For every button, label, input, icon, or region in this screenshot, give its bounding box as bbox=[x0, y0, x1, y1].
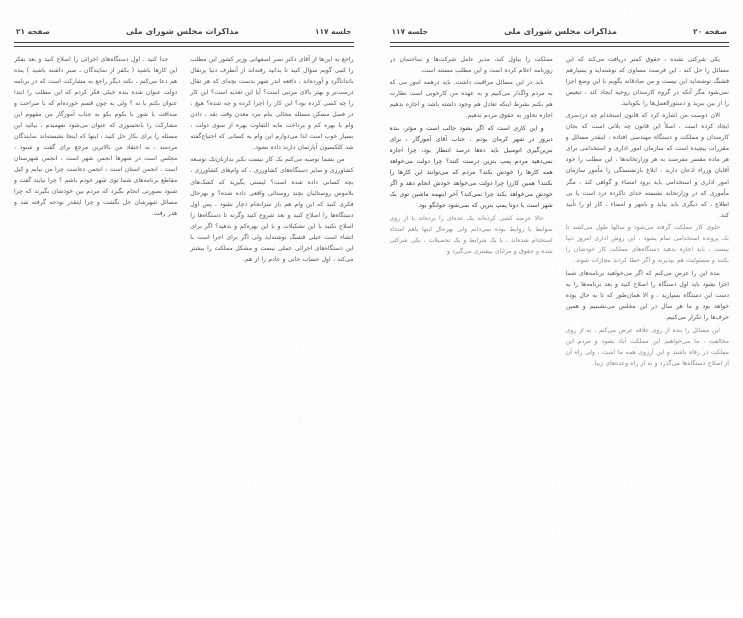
paragraph: الان دوست من اشاره کرد که قانون استخدام چه دردسری ایجاد کرده است ، اصلاً این قانون چه بلاتی است که بجان کارمندان و مملکت و دستگاه مهندسی افتاده ، اینقدر مسائل و مقررات پیچیده است که سازمان امور اداری و استخدامی برای هر ماده مفسر مفرضند به هر وزارتخانه‌ها ، این مطلب را خود آقایان وزراء اذعان دارند ، ابلاغ بازنشستگی را مأمور سازمان امور اداری و استخدامی باید برود امضاء و گواهی کند ، مگر مأموری که در وزارتخانه نشسته خدای ناکرده دزد است یا بی اطلاع ، که دیگری باید بیاید و بامهر و امضاء ، کار او را تأیید کند. bbox=[566, 110, 729, 220]
paragraph: من بشما توصیه می‌کنم یک کار نیست بکبر بدازبان‌تک توسعه کشاورزی و سایر دستگاه‌های کشاورزی ، که وام‌های کشاورزی ، بچه کسانی داده شده است؟ لیستی بگیرید که کشک‌های بلاموس روستائیان بچند روستائی واقعی داده شده؟ و بهرحال فکری کنید که این وام هم باز سرانجام دچار نشود ، پس اول دستگاه‌ها را اصلاح کنید و بعد شروع کنید وگرنه تا دستگاه‌ها را اصلاح نکنید با این تشکیلات و با این بهره‌کم و بدهید؟ اگر برای انشاء است خیلی قشنگ نوشته‌اید ولی اگر برای اجرا است با این دستگاه‌های اجرائی عملی نیست و مشکل مملکت را بیشتر می‌کند ، اول حساب خانی و عادم را از هم. bbox=[190, 154, 353, 264]
scanned-page-right bbox=[372, 0, 743, 600]
paragraph: راجع به این‌ها از آقای دکتر نصر اصفهانی وزیر کشور این مطلب را کمی گویم سؤال کنید تا بدانید رفته‌اند از آنطرف دنیا پرتقال باتداناگرد و آورده‌اند ، دافعه اندر شهر بدست بچه‌ای که هر تقال درست‌تر و بهتر بالای مرتبی است؟ آیا این تغذیه است؟ این کار را چه کسی کرده بود؟ این کار را اجرا کرده و چه شده؟ هیچ ، در فصل مسکن مسئله مجالی بنام مرد معدن وقت نقد ، دادن وام با بهره کم و پرداخت مابه التفاوت بهره از سوی دولت ، بسیار خوب است لذا می‌دوارم این وام به کسانی که احتیاج‌گفته شد کلکسیون آپارتمان دارند داده نشود. bbox=[190, 54, 353, 153]
paragraph: حالا عرضه کشی کرده‌اند یک عده‌ای را برده‌اند با از روی ضوابط با روابط بوده نمی‌دانم ولی بهرحال اینها باهم امتداد استخدام شده‌اند ، با یک شرایط و یک تحصیلات ، یکی شرکتی شده و حقوق و مزایای بیشتری می‌گیرد و bbox=[390, 213, 553, 257]
page-body-right bbox=[390, 54, 730, 592]
text-column-left-outer bbox=[14, 54, 177, 592]
text-column-right-outer bbox=[390, 54, 553, 592]
paragraph: این مسائل را بنده از روی علاقه عرض می‌کنم ، نه از روی مخالفت ، ما می‌خواهیم این مملکت آباد بشود و مردم این مملکت در رفاه باشند و این آرزوی همه ما است ، ولی راه آن از اصلاح دستگاه‌ها می‌گذرد و نه از راه وعده‌های زیبا. bbox=[566, 325, 729, 369]
header-rule-left bbox=[14, 42, 354, 47]
paragraph: بنده این را عرض می‌کنم که اگر می‌خواهید برنامه‌های شما اجرا بشود باید اول دستگاه را اصلاح کنید و بعد برنامه‌ها را به دست این دستگاه بسپارید ، و الا همان‌طور که تا به حال بوده خواهد بود و ما هر سال در این مجلس می‌نشینیم و همین حرف‌ها را تکرار می‌کنیم. bbox=[566, 268, 729, 323]
publication-title-right: مذاکرات مجلس شورای ملی bbox=[504, 26, 617, 36]
session-number-left: جلسه ۱۱۷ bbox=[315, 27, 351, 36]
scanned-page-left bbox=[0, 0, 372, 600]
session-number-right: جلسه ۱۱۷ bbox=[392, 27, 428, 36]
paragraph: یکی شرکتی نشده ، حقوق کمتر دریافت می‌کند که این مسائل را حل کنه ، این فرصت مساوی که نوشته‌اید و بسیارهم قشنگ نوشته‌اید این نیست و من صادقانه بگویم با این وضع اجرا نمی‌شود مگر آنکه در گروه کارمندان روحیه ایجاد کند ، تبعیض را از بین ببرید و دستورالعمل‌ها را بکوبانید. bbox=[566, 54, 729, 109]
paragraph: جلوی کار مملکت گرفته می‌شود و سالها طول می‌کشد تا یک پرونده استخدامی تمام بشود ، این روش اداری امروز دنیا نیست ، باید اجازه بدهید دستگاه‌های مملکت کار خودشان را بکنند و مسئولیت هم بپذیرند و اگر خطا کردند مجازات شوند. bbox=[566, 222, 729, 266]
page-tail-left bbox=[14, 592, 354, 618]
page-number-left: صفحه ۲۱ bbox=[16, 27, 50, 36]
running-head-left bbox=[14, 26, 354, 40]
page-tail-right bbox=[390, 592, 730, 618]
publication-title-left: مذاکرات مجلس شورای ملی bbox=[126, 26, 239, 36]
paragraph: جدا کنید . اول دستگاه‌های اجرائی را اصلاح کنید و بعد بفکر این کارها باشید ( بکفر از نمایندگان ـ صبر داشته باشید ) بنده هم دعا می‌کنم ، نکته دیگر راجع به مشارکت است که در برنامه دولت عنوان شده بنده خیلی فکر کردم که این مطلب را ابتدا عنوان بکنم یا نه ؟ ولی به چون قسم خورده‌ام که با صراحت و صداقت با شور با یکوم بکو به جناب آموزگار من مفهوم این مشارکت را بانحصوری که عنوان می‌شود نفهمیدم ، بیائید این مسئله را برای بکار حل کنید ، اینها که اینجا نشسته‌اند نمایندگان مردمند ، به اعتقاد من بالاترین مرجع برای گفت و شنود ، مجلس است در شهرها انجمن شهر است ، انجمن شهرستان است ، انجمن استان است ، انجمن ده‌است چرا من نیایم و کیل مقاطع برنامه‌های شما توی شهر خودم باشم ؟ چرا نیایند گفت و شنود بصورتی انجام بگیرد که مردم بین خودشان بگیرند که چرا مسائل شهرشان حل نگشت و چرا اینقدر بودجه گرفته شد و هدر رفت. bbox=[14, 54, 177, 220]
header-rule-right bbox=[390, 42, 730, 47]
page-body-left bbox=[14, 54, 354, 592]
text-column-left-inner bbox=[190, 54, 353, 592]
paragraph: مملکت را بیاول کند، مدیر عامل شرکت‌ها و ساختمان در روزنامه اعلام کرده است و این مطلب مستند است. bbox=[390, 54, 553, 76]
text-column-right-inner bbox=[566, 54, 729, 592]
paragraph: و این کاری است که اگر بشود جالب است و مؤثر، بنده دیروز در شهر کرمان بودم ، جناب آقای آموزگار ، برای بنزین‌گیری اتومبیل باید ده‌ها درصد انتظار بود، چرا اجازه نمی‌دهید مردم پمپ بنزین درست کنند؟ چرا دولت می‌خواهد همه کارها را خودش بکند؟ مردم که می‌توانند این کارها را بکنند؟ همین کارزا چرا دولت می‌خواهد خودش انجام دهد و اگر خودش می‌خواهد بکند چرا نمی‌کند؟ آخر اینهمه ماشین توی یک شهر است با دوتا پمپ بنزین که نمی‌شود جوابگو بود. bbox=[390, 123, 553, 211]
page-number-right: صفحه ۲۰ bbox=[693, 27, 727, 36]
paragraph: باید در این مسائل مراقبت داشت. باید درهمه امور می که به مردم واگذار می‌کنیم و به عهده من کارخوبی است نظارت هم بکنم بشرط اینکه تعادل هم وجود داشته باشد و اجازه بدهیم اجازه تجاوز به حقوق مردم ندهیم. bbox=[390, 77, 553, 121]
running-head-right bbox=[390, 26, 730, 40]
